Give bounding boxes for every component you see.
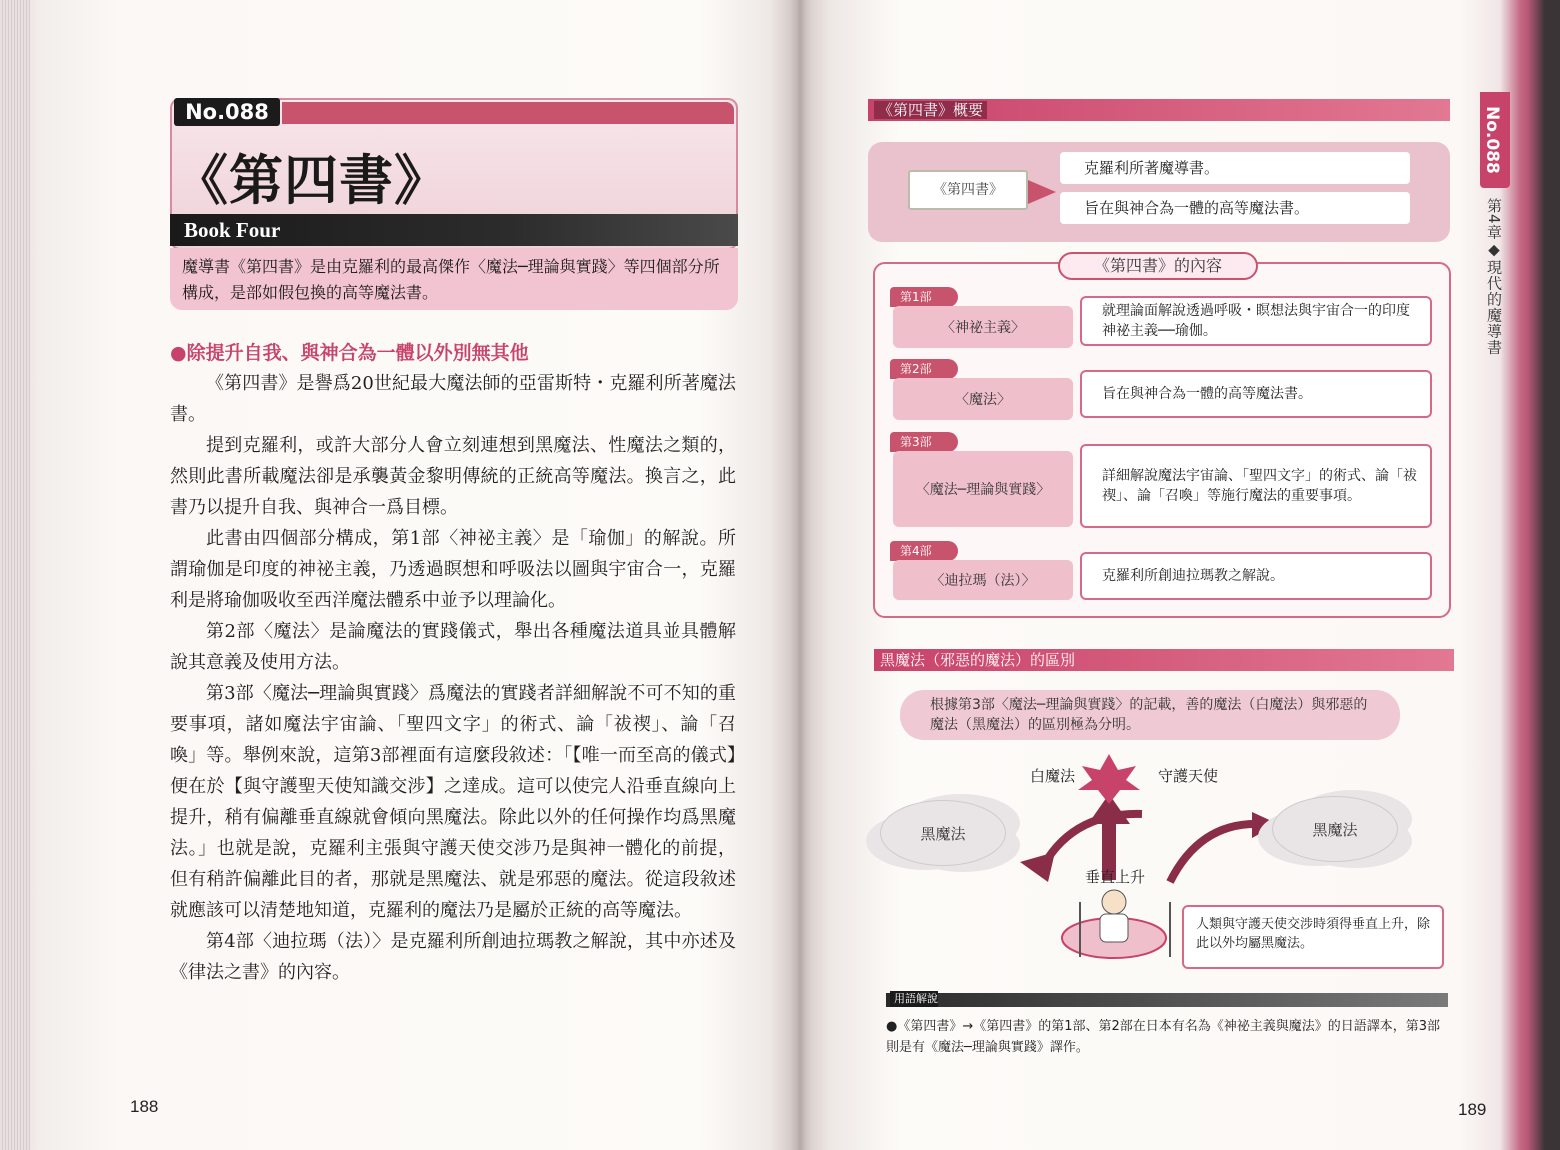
paragraph: 此書由四個部分構成，第1部〈神祕主義〉是「瑜伽」的解說。所謂瑜伽是印度的神祕主義，乃透過瞑想和呼吸法以圖與宇宙合一，克羅利是將瑜伽吸收至西洋魔法體系中並予以理論化。	[170, 528, 736, 611]
book-gutter	[770, 0, 830, 1150]
vertical-rise-label: 垂直上升	[1085, 868, 1146, 886]
curve-arrow-right	[1170, 824, 1260, 882]
paragraph: 第2部〈魔法〉是論魔法的實踐儀式，舉出各種魔法道具並具體解說其意義及使用方法。	[170, 621, 736, 673]
paragraph: 《第四書》是譽爲20世紀最大魔法師的亞雷斯特・克羅利所著魔法書。	[170, 373, 736, 425]
section-heading: ●除提升自我、與神合為一體以外別無其他	[170, 342, 529, 364]
part-tag: 第2部	[890, 359, 958, 379]
overview-heading: 《第四書》概要	[874, 101, 987, 119]
contents-heading: 《第四書》的內容	[1058, 252, 1258, 280]
entry-number: No.088	[174, 98, 280, 126]
diagram-note: 人類與守護天使交涉時須得垂直上升，除此以外均屬黑魔法。	[1182, 905, 1444, 969]
person-head-icon	[1102, 890, 1126, 914]
title-block	[170, 98, 738, 310]
page-title: 《第四書》	[174, 149, 449, 212]
paragraph: 提到克羅利，或許大部分人會立刻連想到黑魔法、性魔法之類的，然則此書所載魔法卻是承襲黃金黎明傳統的正統高等魔法。換言之，此書乃以提升自我、與神合一爲目標。	[170, 435, 736, 518]
part-name: 〈迪拉瑪（法）〉	[893, 560, 1073, 600]
part-tag: 第3部	[890, 432, 958, 452]
side-chapter-label: 第4章◆現代的魔導書	[1485, 198, 1503, 356]
term-text: ●《第四書》→《第四書》的第1部、第2部在日本有名為《神祕主義與魔法》的日語譯本，第3部則是有《魔法─理論與實踐》譯作。	[886, 1019, 1441, 1055]
arrow-left-head-icon	[1020, 852, 1055, 882]
part-tag: 第4部	[890, 541, 958, 561]
summary-box	[170, 248, 738, 310]
black-magic-cloud-right: 黑魔法	[1272, 796, 1398, 862]
overview-heading-bar	[868, 99, 1450, 121]
part-description: 就理論面解說透過呼吸・瞑想法與宇宙合一的印度神祕主義──瑜伽。	[1080, 296, 1432, 346]
overview-book-tag: 《第四書》	[908, 170, 1028, 210]
body-text	[170, 368, 736, 988]
term-bar	[886, 993, 1448, 1007]
part-name: 〈神祕主義〉	[893, 306, 1073, 348]
side-tab-number: No.088	[1482, 106, 1502, 174]
person-body-icon	[1100, 914, 1128, 942]
subtitle: Book Four	[184, 218, 281, 242]
angel-star-icon	[1078, 754, 1140, 804]
summary-text: 魔導書《第四書》是由克羅利的最高傑作〈魔法─理論與實踐〉等四個部分所構成，是部如假包換的高等魔法書。	[182, 257, 720, 302]
guardian-angel-label: 守護天使	[1158, 767, 1219, 785]
page-number-right: 189	[1458, 1100, 1487, 1119]
black-magic-heading-bar	[874, 649, 1454, 671]
term-label: 用語解說	[890, 991, 938, 1007]
page-number-left: 188	[130, 1097, 159, 1116]
black-magic-heading: 黑魔法（邪惡的魔法）的區別	[880, 651, 1076, 669]
entry-number-bar	[282, 102, 734, 124]
subtitle-bar	[170, 214, 738, 246]
part-name: 〈魔法─理論與實踐〉	[893, 451, 1073, 527]
paragraph: 第4部〈迪拉瑪（法）〉是克羅利所創迪拉瑪教之解說，其中亦述及《律法之書》的內容。	[170, 931, 736, 983]
overview-item: 克羅利所著魔導書。	[1060, 152, 1410, 184]
paragraph: 第3部〈魔法─理論與實踐〉爲魔法的實踐者詳細解說不可不知的重要事項，諸如魔法宇宙論、「聖四文字」的術式、論「祓禊」、論「召喚」等。舉例來說，這第3部裡面有這麼段敘述：「【唯一而至高的儀式】便在於【與守護聖天使知識交涉】之達成。這可以使完人沿垂直線向上提升，稍有偏離垂直線就會傾向黑魔法。除此以外的任何操作均爲黑魔法。」也就是說，克羅利主張與守護天使交涉乃是與神一體化的前提，但有稍許偏離此目的者，那就是黑魔法、就是邪惡的魔法。從這段敘述就應該可以清楚地知道，克羅利的魔法乃是屬於正統的高等魔法。	[170, 683, 736, 921]
page-edges	[0, 0, 30, 1150]
part-tag: 第1部	[890, 287, 958, 307]
part-description: 克羅利所創迪拉瑪教之解說。	[1080, 552, 1432, 600]
white-magic-label: 白魔法	[1030, 767, 1076, 785]
part-description: 旨在與神合為一體的高等魔法書。	[1080, 370, 1432, 418]
arrow-right-icon	[1028, 180, 1056, 204]
black-magic-quote: 根據第3部〈魔法─理論與實踐〉的記載，善的魔法（白魔法）與邪惡的魔法（黑魔法）的區別極為分明。	[900, 690, 1400, 740]
part-name: 〈魔法〉	[893, 378, 1073, 420]
part-description: 詳細解說魔法宇宙論、「聖四文字」的術式、論「祓禊」、論「召喚」等施行魔法的重要事項。	[1080, 444, 1432, 528]
overview-item: 旨在與神合為一體的高等魔法書。	[1060, 192, 1410, 224]
black-magic-cloud-left: 黑魔法	[880, 800, 1006, 866]
